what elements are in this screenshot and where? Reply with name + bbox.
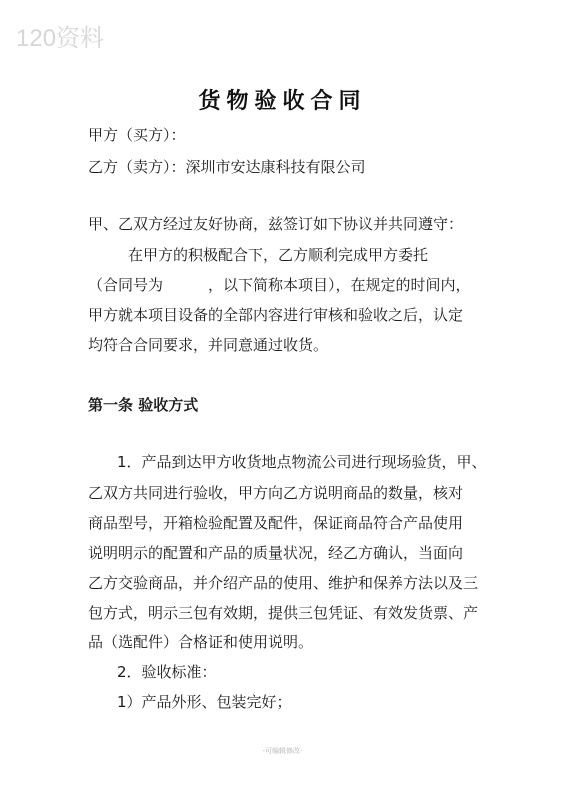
contract-title: 货物验收合同: [198, 89, 367, 114]
intro-line: 甲、乙双方经过友好协商，兹签订如下协议并共同遵守：: [88, 215, 464, 233]
article-1-heading: 第一条 验收方式: [88, 396, 199, 414]
page-footer: -可编辑修改-: [262, 748, 303, 755]
intro-line: 均符合合同要求，并同意通过收货。: [88, 336, 329, 354]
article-1-item-2: 2．验收标准：: [117, 663, 217, 681]
article-1-item-line: 乙方交验商品，并介绍产品的使用、维护和保养方法以及三: [88, 574, 479, 592]
intro-line: 在甲方的积极配合下，乙方顺利完成甲方委托: [128, 246, 429, 264]
party-b-line: 乙方（卖方）：深圳市安达康科技有限公司: [88, 158, 366, 176]
intro-line: 甲方就本项目设备的全部内容进行审核和验收之后，认定: [88, 306, 464, 324]
party-a-line: 甲方（买方）：: [88, 126, 186, 144]
article-1-item-2-sub-1: 1）产品外形、包装完好；: [117, 693, 292, 711]
article-1-item-line: 乙双方共同进行验收，甲方向乙方说明商品的数量，核对: [88, 484, 464, 502]
intro-line: （合同号为 ，以下简称本项目），在规定的时间内，: [88, 276, 471, 294]
article-1-item-line: 1．产品到达甲方收货地点物流公司进行现场验货，甲、: [117, 453, 487, 471]
watermark-logo: 120资料: [16, 25, 105, 52]
article-1-item-line: 包方式，明示三包有效期，提供三包凭证、有效发货票、产: [88, 604, 479, 622]
article-1-item-line: 说明明示的配置和产品的质量状况，经乙方确认，当面向: [88, 544, 464, 562]
article-1-item-line: 商品型号，开箱检验配置及配件，保证商品符合产品使用: [88, 514, 464, 532]
article-1-item-line: 品（选配件）合格证和使用说明。: [88, 633, 314, 651]
